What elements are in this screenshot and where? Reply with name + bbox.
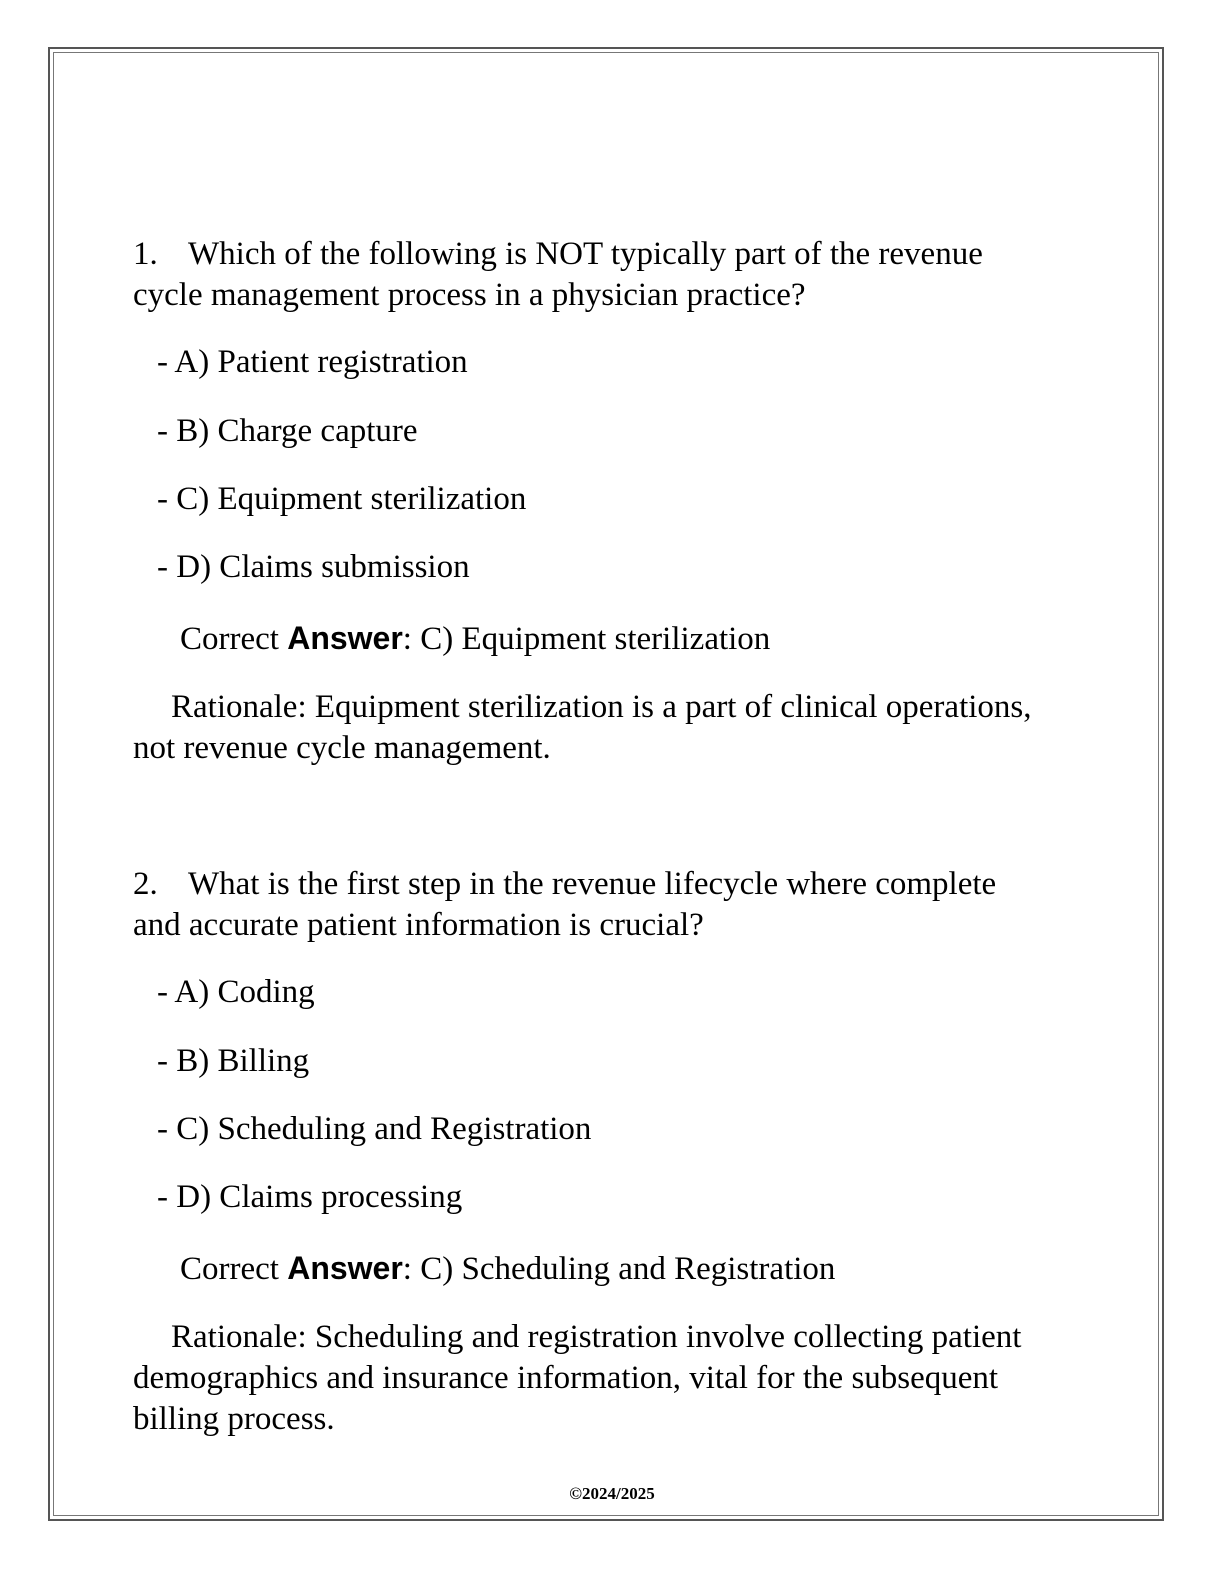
question-2-number: 2. bbox=[133, 866, 158, 902]
question-2-stem-line-2: and accurate patient information is crucial? bbox=[133, 907, 704, 943]
question-1-stem-line-1: 1. Which of the following is NOT typically part of the revenue bbox=[133, 234, 1093, 275]
question-2-option-b: - B) Billing bbox=[157, 1043, 310, 1079]
question-2-option-c: - C) Scheduling and Registration bbox=[157, 1111, 592, 1147]
question-1-option-d: - D) Claims submission bbox=[157, 549, 470, 585]
question-2-option-d: - D) Claims processing bbox=[157, 1179, 463, 1215]
question-1-correct-answer: Correct Answer: C) Equipment sterilization bbox=[180, 620, 771, 657]
question-1-number: 1. bbox=[133, 236, 158, 272]
question-2-rationale-line-3: billing process. bbox=[133, 1401, 335, 1437]
question-1-rationale-line-1: Rationale: Equipment sterilization is a part of clinical operations, bbox=[171, 689, 1032, 725]
question-1-option-c: - C) Equipment sterilization bbox=[157, 481, 527, 517]
question-1-rationale-line-2: not revenue cycle management. bbox=[133, 730, 551, 766]
question-1-option-b: - B) Charge capture bbox=[157, 413, 418, 449]
question-2-correct-answer: Correct Answer: C) Scheduling and Registration bbox=[180, 1250, 836, 1287]
question-2-rationale-line-2: demographics and insurance information, vital for the subsequent bbox=[133, 1360, 999, 1396]
footer-copyright: ©2024/2025 bbox=[569, 1484, 655, 1503]
question-2-rationale-line-1: Rationale: Scheduling and registration involve collecting patient bbox=[171, 1319, 1022, 1355]
question-1-option-a: - A) Patient registration bbox=[157, 344, 468, 380]
question-2-stem-line-1: 2. What is the first step in the revenue lifecycle where complete bbox=[133, 864, 1093, 905]
question-1-stem-line-2: cycle management process in a physician practice? bbox=[133, 277, 806, 313]
question-2-option-a: - A) Coding bbox=[157, 974, 315, 1010]
